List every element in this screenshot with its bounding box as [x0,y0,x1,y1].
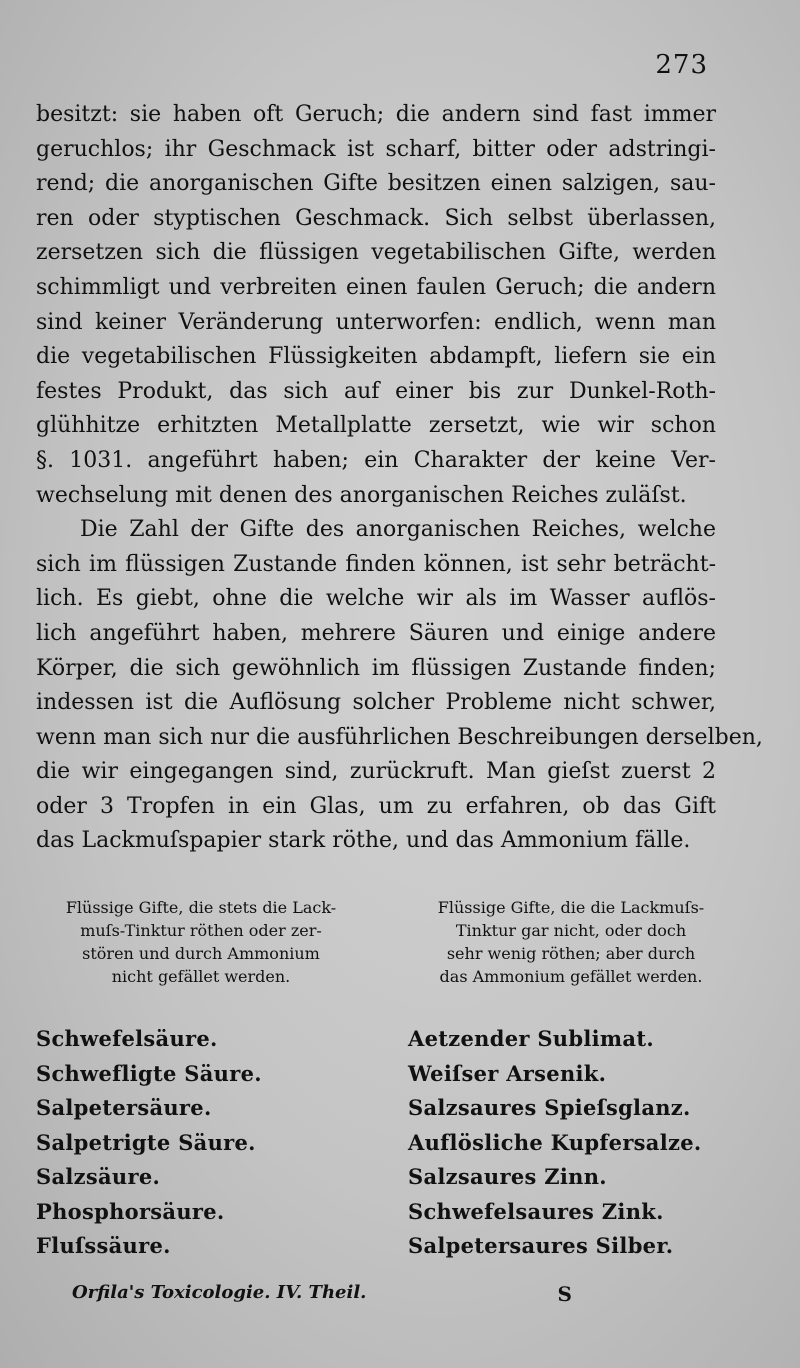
list-item: Auflösliche Kupfersalze. [408,1129,702,1155]
list-item: Fluſssäure. [36,1233,171,1258]
left-column [36,896,366,1264]
list-item: Salzsäure. [36,1164,161,1189]
text-line: oder 3 Tropfen in ein Glas, um zu erfahren, ob das Gift [36,793,716,819]
text-line: rend; die anorganischen Gifte besitzen einen salzigen, sau- [36,171,716,197]
heading-line: Tinktur gar nicht, oder doch [455,921,687,940]
list-item: Aetzender Sublimat. [408,1026,654,1051]
text-line: geruchlos; ihr Geschmack ist scharf, bitter oder adstringi- [36,136,716,162]
paragraph-2 [36,513,763,859]
right-column [406,896,736,1264]
text-line: wenn man sich nur die ausführlichen Beschreibungen derselben, [36,724,763,750]
text-line: Die Zahl der Gifte des anorganischen Reiches, welche [80,517,716,543]
signature-mark: S [557,1282,572,1306]
list-item: Salpetrigte Säure. [36,1129,256,1155]
text-line: die vegetabilischen Flüssigkeiten abdampft, liefern sie ein [36,344,716,370]
text-line: §. 1031. angeführt haben; ein Charakter der keine Ver- [36,447,716,473]
text-line: festes Produkt, das sich auf einer bis zur Dunkel-Roth- [36,378,716,404]
text-line: schimmligt und verbreiten einen faulen Geruch; die andern [36,274,716,300]
heading-line: das Ammonium gefället werden. [439,967,703,986]
text-line: glühhitze erhitzten Metallplatte zersetzt, wie wir schon [36,413,716,439]
right-column-list [406,1022,736,1264]
list-item: Salpetersaures Silber. [408,1233,674,1258]
page-number: 273 [655,50,708,80]
paragraph-1 [36,98,716,513]
heading-line: Flüssige Gifte, die stets die Lack- [65,898,337,917]
heading-line: nicht gefället werden. [111,967,291,986]
poison-table [36,896,736,1264]
text-line: sich im flüssigen Zustande finden können, ist sehr beträcht- [36,551,716,577]
text-line: die wir eingegangen sind, zurückruft. Man gieſst zuerst 2 [36,759,716,785]
heading-line: muſs-Tinktur röthen oder zer- [80,921,322,940]
text-line: Körper, die sich gewöhnlich im flüssigen Zustande finden; [36,655,716,681]
left-column-list [36,1022,366,1264]
heading-line: Flüssige Gifte, die die Lackmuſs- [437,898,705,917]
body-text [36,98,763,859]
text-line: lich. Es giebt, ohne die welche wir als im Wasser auflös- [36,586,716,612]
text-line: lich angeführt haben, mehrere Säuren und einige andere [36,620,716,646]
running-title: Orfila's Toxicologie. IV. Theil. [72,1282,367,1303]
heading-line: sehr wenig röthen; aber durch [446,944,696,963]
right-column-heading [406,896,736,996]
list-item: Weiſser Arsenik. [408,1060,607,1086]
text-line: besitzt: sie haben oft Geruch; die andern sind fast immer [36,102,716,127]
text-line: sind keiner Veränderung unterworfen: endlich, wenn man [36,309,716,335]
text-line: indessen ist die Auflösung solcher Probleme nicht schwer, [36,690,716,716]
list-item: Schwefelsäure. [36,1026,218,1051]
list-item: Salzsaures Spieſsglanz. [408,1095,691,1120]
text-line: zersetzen sich die flüssigen vegetabilischen Gifte, werden [36,240,716,266]
left-column-heading [36,896,366,996]
list-item: Schwefelsaures Zink. [408,1198,664,1224]
heading-line: stören und durch Ammonium [82,944,320,963]
page-footer [72,1282,632,1306]
text-line: wechselung mit denen des anorganischen Reiches zuläſst. [36,482,687,508]
list-item: Schwefligte Säure. [36,1060,262,1086]
list-item: Salzsaures Zinn. [408,1164,607,1189]
text-line: das Lackmuſspapier stark röthe, und das Ammonium fälle. [36,828,691,854]
text-line: ren oder styptischen Geschmack. Sich selbst überlassen, [36,205,716,231]
list-item: Phosphorsäure. [36,1198,225,1224]
list-item: Salpetersäure. [36,1095,212,1120]
